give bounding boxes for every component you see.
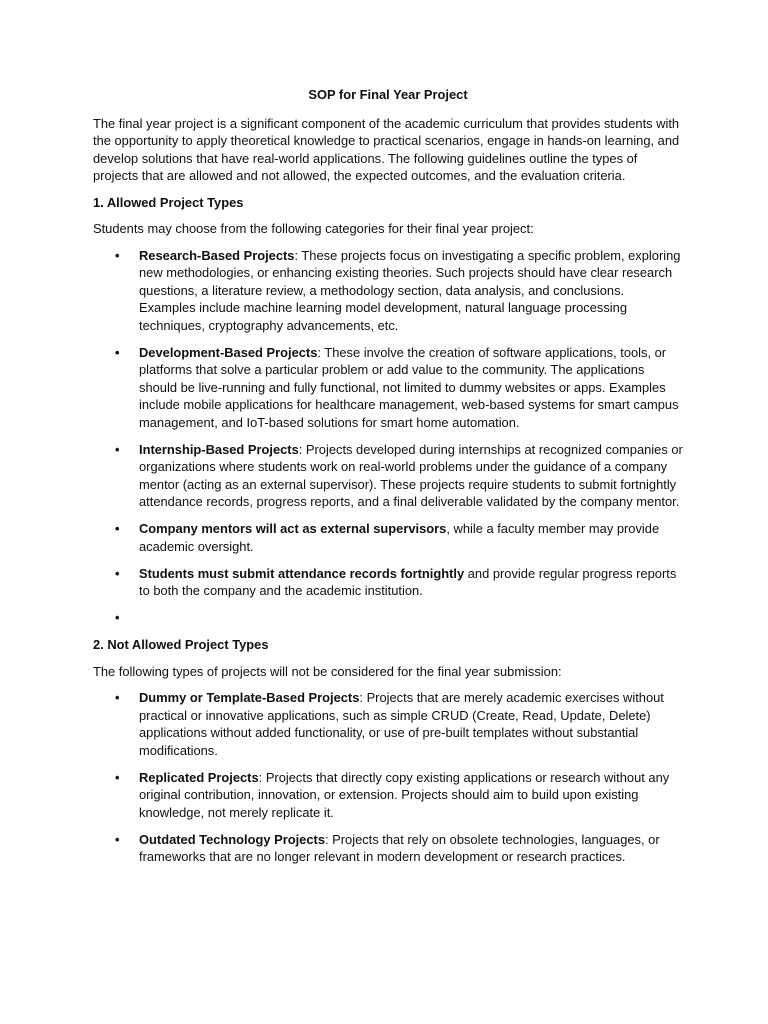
- list-item-text: : Projects that rely on obsolete technologies, languages, or frameworks that are no longer relevant in modern development or research practices.: [139, 831, 660, 864]
- list-item-bold: Internship-Based Projects: [139, 441, 299, 457]
- section-lead-allowed: Students may choose from the following categories for their final year project:: [93, 221, 534, 236]
- list-item: [93, 565, 683, 600]
- document-title: SOP for Final Year Project: [308, 87, 468, 102]
- bullet-icon: •: [115, 247, 120, 263]
- intro-paragraph: The final year project is a significant component of the academic curriculum that provides students with the opportunity to apply theoretical knowledge to practical scenarios, engage in hands-on learning, and develop solutions that have real-world applications. The following guidelines outline the types of projects that are allowed and not allowed, the expected outcomes, and the evaluation criteria.: [93, 115, 680, 183]
- list-item-text: , while a faculty member may provide academic oversight.: [139, 521, 660, 554]
- not-allowed-project-list: [93, 689, 683, 866]
- list-item-bold: Students must submit attendance records fortnightly: [139, 565, 465, 581]
- bullet-icon: •: [115, 565, 120, 581]
- bullet-icon: •: [115, 690, 120, 705]
- list-item: [93, 769, 683, 822]
- list-item-bold: Dummy or Template-Based Projects: [139, 690, 360, 705]
- list-item-text: : Projects that directly copy existing applications or research without any original contribution, innovation, or extension. Projects should aim to build upon existing knowledge, not merely replicate it.: [139, 769, 670, 820]
- list-item: [93, 520, 683, 555]
- section-lead-not-allowed: The following types of projects will not be considered for the final year submission:: [93, 663, 562, 679]
- list-item: [93, 344, 683, 432]
- bullet-icon: •: [115, 610, 120, 625]
- bullet-icon: •: [115, 344, 120, 360]
- allowed-project-list: [93, 247, 683, 627]
- list-item-text: : Projects developed during internships at recognized companies or organizations where students work on real-world problems under the guidance of a company mentor (acting as an external supervisor). These projects require students to submit fortnightly attendance records, progress reports, and a final deliverable validated by the company mentor.: [139, 441, 683, 509]
- section-heading-allowed: 1. Allowed Project Types: [93, 194, 244, 210]
- list-item: [93, 689, 683, 759]
- list-item: [93, 247, 683, 335]
- list-item: [93, 831, 683, 866]
- list-item-bold: Company mentors will act as external supervisors: [139, 521, 447, 536]
- section-heading-not-allowed: 2. Not Allowed Project Types: [93, 637, 269, 652]
- bullet-icon: •: [115, 769, 120, 785]
- list-item-empty: [93, 609, 683, 627]
- bullet-icon: •: [115, 441, 120, 457]
- list-item-text: and provide regular progress reports to both the company and the academic institution.: [139, 565, 677, 598]
- document-body: [93, 86, 683, 875]
- list-item-text: : These projects focus on investigating a specific problem, exploring new methodologies, or enhancing existing theories. Such projects should have clear research questions, a literature review, a methodology section, data analysis, and conclusions. Examples include machine learning model development, natural language processing techniques, cryptography advancements, etc.: [139, 247, 681, 333]
- list-item-bold: Research-Based Projects: [139, 247, 295, 263]
- list-item-bold: Replicated Projects: [139, 769, 259, 785]
- list-item-bold: Development-Based Projects: [139, 344, 318, 360]
- list-item-text: : Projects that are merely academic exercises without practical or innovative applications, such as simple CRUD (Create, Read, Update, Delete) applications without added functionality, or use of pre-built templates without substantial modifications.: [139, 690, 664, 758]
- list-item-text: : These involve the creation of software applications, tools, or platforms that solve a particular problem or add value to the community. The applications should be live-running and fully functional, not limited to dummy websites or apps. Examples include mobile applications for healthcare management, web-based systems for smart campus management, and IoT-based solutions for smart home automation.: [139, 344, 679, 430]
- bullet-icon: •: [115, 831, 120, 847]
- list-item: [93, 441, 683, 511]
- list-item-bold: Outdated Technology Projects: [139, 831, 325, 847]
- bullet-icon: •: [115, 521, 120, 536]
